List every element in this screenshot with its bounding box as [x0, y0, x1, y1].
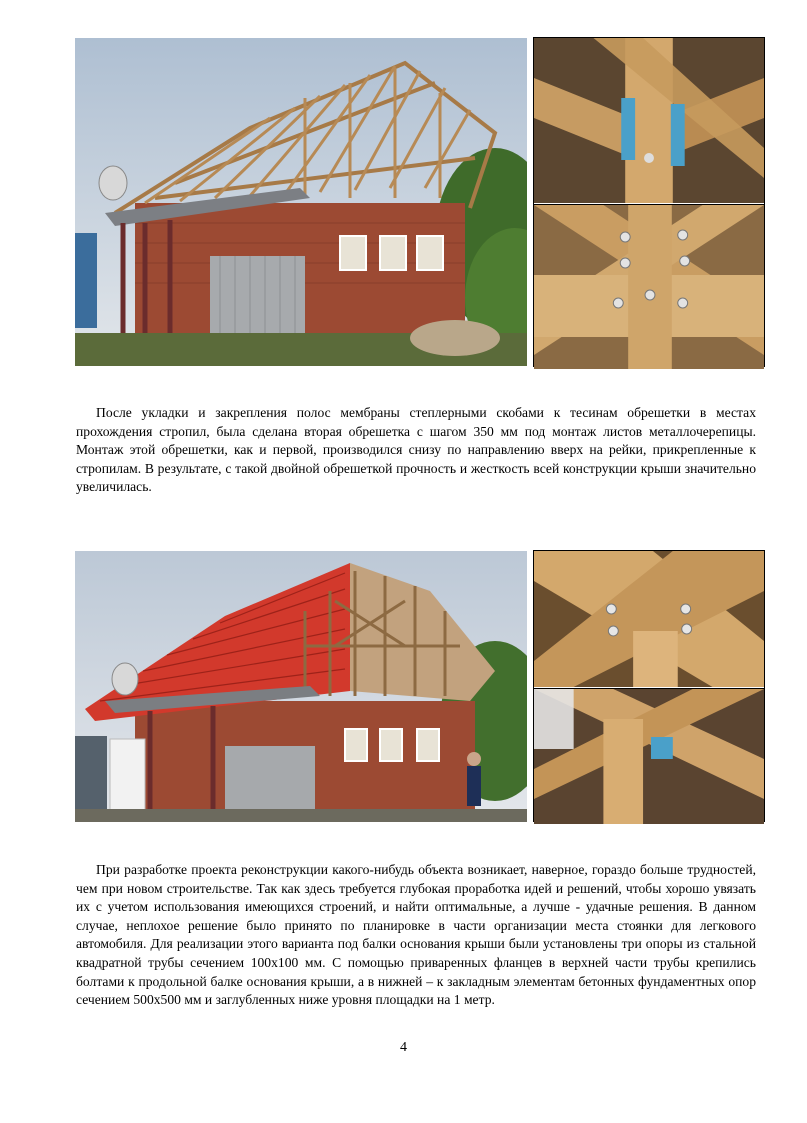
paragraph-membrane-lathing: После укладки и закрепления полос мембраны степлерными скобами к тесинам обрешетки в местах прохождения стропил, была сделана вторая обрешетка с шагом 350 мм под монтаж листов металлочерепицы. Монтаж этой обрешетки, как и первой, производился снизу по направлению вверх на рейки, прикрепленные к стропилам. В результате, с такой двойной обрешеткой прочность и жесткость всей конструкции крыши значительно увеличилась. — [76, 405, 756, 495]
photo-detail-panel-bottom — [533, 550, 765, 822]
photo-bolted-joint — [534, 204, 764, 369]
photo-rafter-bracket — [534, 38, 764, 203]
photo-ridge-joint — [534, 551, 764, 687]
photo-corner-bracket — [534, 688, 764, 824]
paragraph-carport-supports: При разработке проекта реконструкции какого-нибудь объекта возникает, наверное, гораздо больше трудностей, чем при новом строительстве. Так как здесь требуется глубокая проработка идей и решений, чтобы хорошо увязать их с учетом использования имеющихся строений, и найти оптимальные, а лучше - удачные решения. В данном случае, неплохое решение было принято по планировке в части организации места стоянки для легкового автомобиля. Для реализации этого варианта под балки основания крыши были установлены три опоры из стальной квадратной трубы сечением 100х100 мм. С помощью приваренных фланцев в верхней части трубы крепились болтами к продольной балке основания крыши, а в нижней – к закладным элементам бетонных фундаментных опор сечением 500х500 мм и заглубленных ниже уровня площадки на 1 метр. — [76, 862, 756, 1008]
page-number: 4 — [400, 1040, 407, 1055]
photo-detail-panel-top — [533, 37, 765, 367]
photo-house-red-roof — [75, 551, 527, 822]
photo-house-rafters — [75, 38, 527, 366]
